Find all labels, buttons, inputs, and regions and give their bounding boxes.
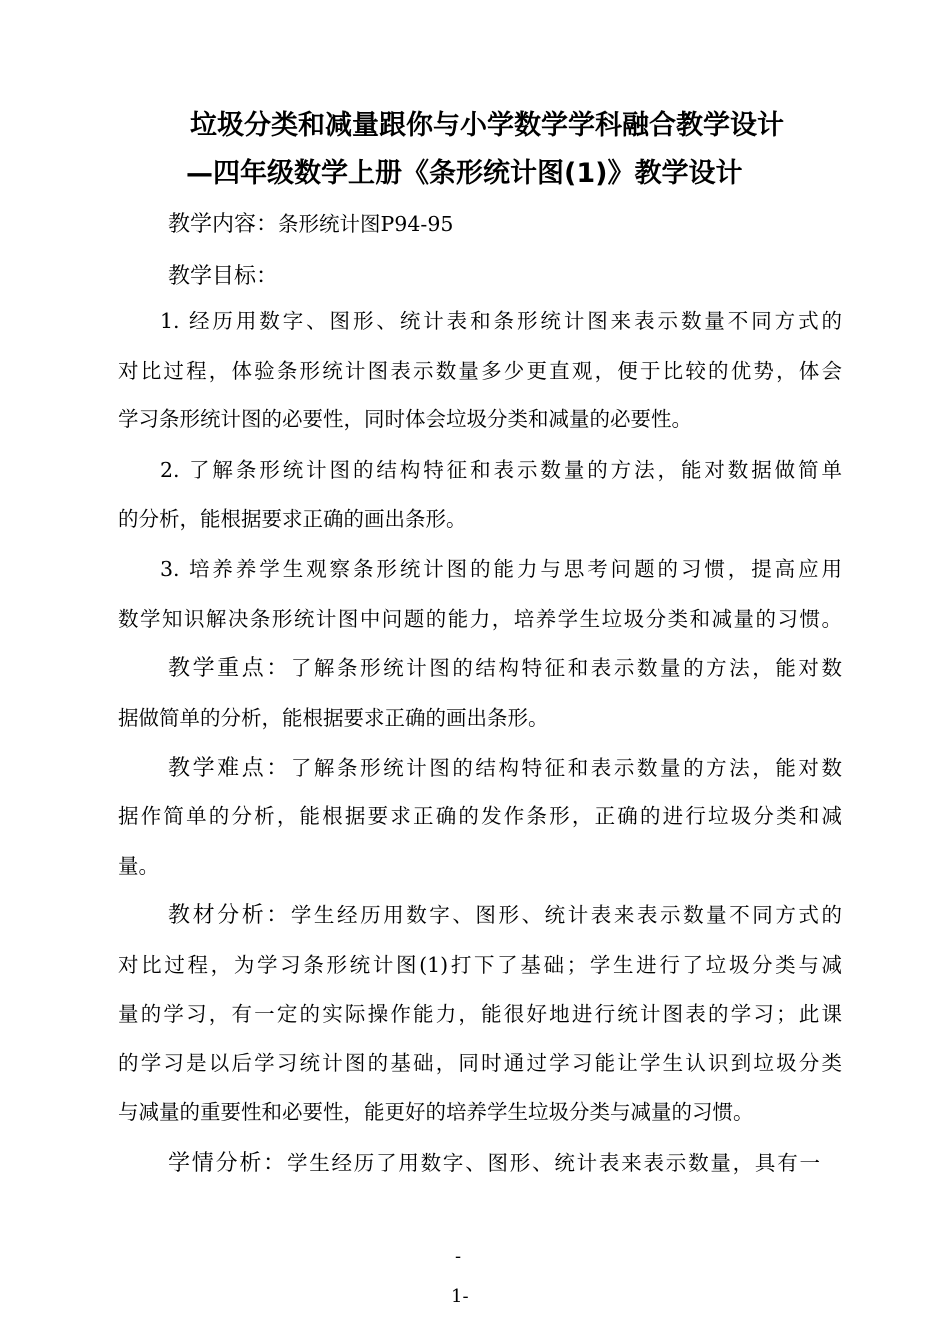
material-line-3: 量的学习，有一定的实际操作能力，能很好地进行统计图表的学习；此课 [118,1002,842,1026]
document-title: 垃圾分类和减量跟你与小学数学学科融合教学设计 [190,110,784,141]
objective-1-line-2: 对比过程，体验条形统计图表示数量多少更直观，便于比较的优势，体会 [118,359,842,383]
objective-1-line-1: 1. 经历用数字、图形、统计表和条形统计图来表示数量不同方式的 [160,309,842,333]
difficulties-line-3: 量。 [118,854,159,878]
material-label: 教材分析： [168,903,291,928]
objective-2-line-1: 2. 了解条形统计图的结构特征和表示数量的方法，能对数据做简单 [160,458,842,482]
objective-1-line-3: 学习条形统计图的必要性，同时体会垃圾分类和减量的必要性。 [118,407,692,431]
material-line-2: 对比过程，为学习条形统计图(1)打下了基础；学生进行了垃圾分类与减 [118,953,842,977]
difficulties-line-2: 据作简单的分析，能根据要求正确的发作条形，正确的进行垃圾分类和减 [118,804,842,828]
students-line-1: 学情分析：学生经历了用数字、图形、统计表来表示数量，具有一 [168,1151,820,1176]
material-line-4: 的学习是以后学习统计图的基础，同时通过学习能让学生认识到垃圾分类 [118,1051,842,1075]
material-line-5: 与减量的重要性和必要性，能更好的培养学生垃圾分类与减量的习惯。 [118,1100,754,1124]
footer-dash: - [455,1246,462,1267]
objective-2-line-2: 的分析，能根据要求正确的画出条形。 [118,507,467,531]
objective-3-line-1: 3. 培养养学生观察条形统计图的能力与思考问题的习惯，提高应用 [160,557,842,581]
content-label: 教学内容： [168,212,279,237]
key-points-line-2: 据做简单的分析，能根据要求正确的画出条形。 [118,706,549,730]
key-points-label: 教学重点： [168,656,291,681]
objectives-heading: 教学目标： [168,264,279,289]
document-subtitle: —四年级数学上册《条形统计图(1)》教学设计 [186,158,743,189]
content-line [168,214,453,236]
difficulties-line-1: 教学难点：了解条形统计图的结构特征和表示数量的方法，能对数 [168,756,842,781]
page-number: 1- [451,1286,469,1307]
students-label: 学情分析： [168,1151,287,1176]
content-text: 条形统计图P94-95 [278,212,454,236]
material-line-1: 教材分析：学生经历用数字、图形、统计表来表示数量不同方式的 [168,903,842,928]
objective-3-line-2: 数学知识解决条形统计图中问题的能力，培养学生垃圾分类和减量的习惯。 [118,607,842,631]
key-points-line-1: 教学重点：了解条形统计图的结构特征和表示数量的方法，能对数 [168,656,842,681]
difficulties-label: 教学难点： [168,756,291,781]
